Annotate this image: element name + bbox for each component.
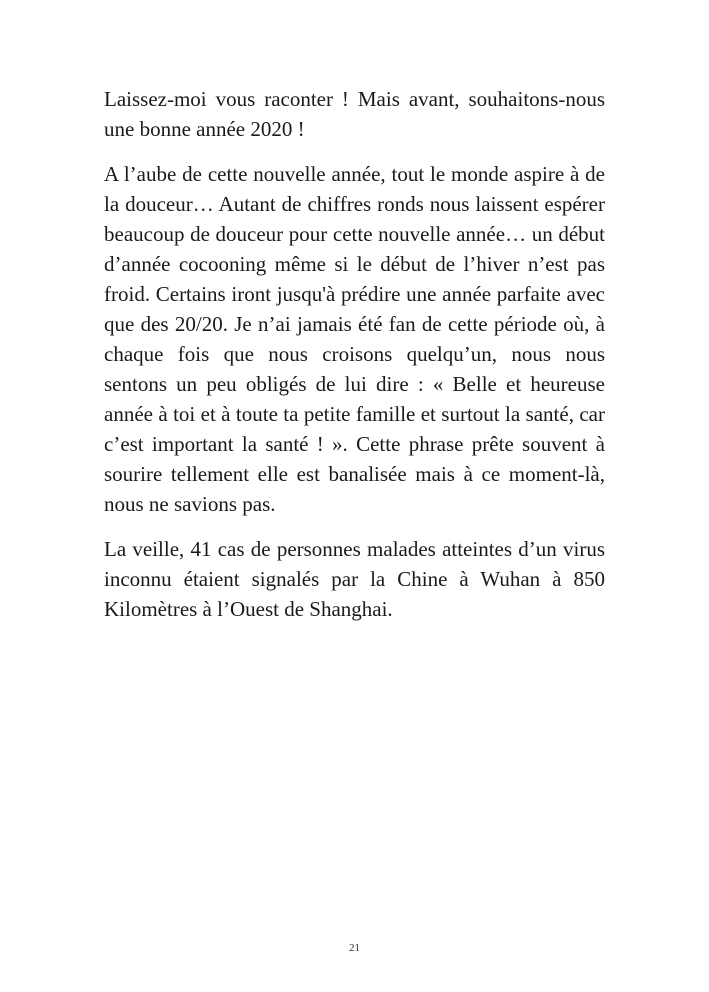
paragraph-new-year: A l’aube de cette nouvelle année, tout le monde aspire à de la douceur… Autant de chiffres ronds nous laissent espérer beaucoup de douceur pour cette nouvelle année… un début d’année cocooning même si le début de l’hiver n’est pas froid. Certains iront jusqu'à prédire une année parfaite avec que des 20/20. Je n’ai jamais été fan de cette période où, à chaque fois que nous croisons quelqu’un, nous nous sentons un peu obligés de lui dire : « Belle et heureuse année à toi et à toute ta petite famille et surtout la santé, car c’est important la santé ! ». Cette phrase prête souvent à sourire tellement elle est banalisée mais à ce moment-là, nous ne savions pas. xyxy=(104,162,605,516)
page-number: 21 xyxy=(349,942,360,954)
paragraph-virus-news: La veille, 41 cas de personnes malades atteintes d’un virus inconnu étaient signalés par la Chine à Wuhan à 850 Kilomètres à l’Ouest de Shanghai. xyxy=(104,537,605,621)
body-text xyxy=(104,84,605,624)
paragraph-intro: Laissez-moi vous raconter ! Mais avant, souhaitons-nous une bonne année 2020 ! xyxy=(104,87,605,141)
